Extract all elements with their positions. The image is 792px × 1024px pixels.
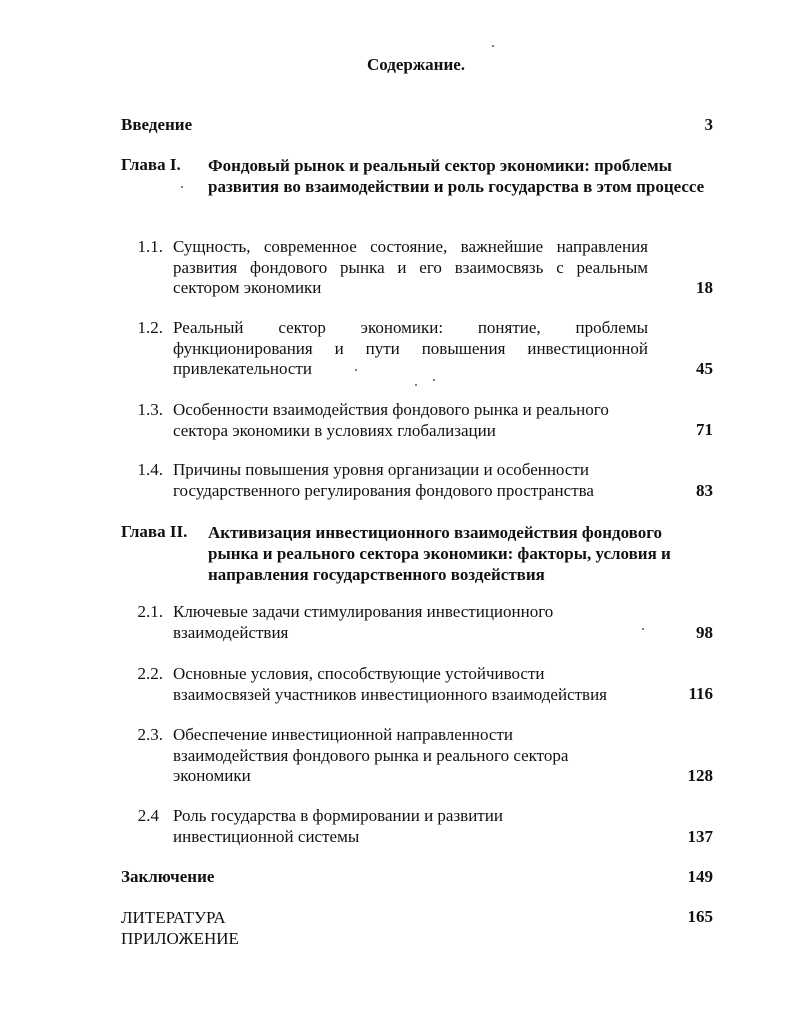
section-2-4-page: 137 <box>687 827 713 846</box>
scan-speck <box>415 384 417 386</box>
section-2-3-number: 2.3. <box>137 725 163 744</box>
intro-page: 3 <box>704 115 713 134</box>
appendix-label: ПРИЛОЖЕНИЕ <box>121 929 239 948</box>
conclusion-page: 149 <box>687 867 713 886</box>
section-2-3-page: 128 <box>687 766 713 785</box>
section-1-1-page: 18 <box>696 278 713 297</box>
section-1-1-title: Сущность, современное состояние, важнейшие направления развития фондового рынка и его взаимосвязь с реальным сектором экономики <box>173 237 648 297</box>
intro-label: Введение <box>121 115 193 134</box>
section-1-3-page: 71 <box>696 420 713 439</box>
section-1-1-number: 1.1. <box>137 237 163 256</box>
scan-speck <box>492 45 494 47</box>
chapter-2-title: Активизация инвестиционного взаимодействия фондового рынка и реального сектора экономики: факторы, условия и направления государственного воздействия <box>208 523 671 584</box>
scan-speck <box>181 186 183 188</box>
chapter-1-title: Фондовый рынок и реальный сектор экономики: проблемы развития во взаимодействии и роль государства в этом процессе <box>208 156 705 196</box>
section-1-2-number: 1.2. <box>137 318 163 337</box>
section-2-4-number: 2.4 <box>137 806 159 825</box>
section-2-2-title: Основные условия, способствующие устойчивости взаимосвязей участников инвестиционного взаимодействия <box>173 664 607 704</box>
section-2-4-title: Роль государства в формировании и развитии инвестиционной системы <box>173 806 503 846</box>
scan-speck <box>433 379 435 381</box>
conclusion-label: Заключение <box>121 867 215 886</box>
section-2-3-title: Обеспечение инвестиционной направленности взаимодействия фондового рынка и реального сектора экономики <box>173 725 569 785</box>
literature-page: 165 <box>687 907 713 926</box>
chapter-1-label: Глава I. <box>121 155 181 174</box>
section-1-3-number: 1.3. <box>137 400 163 419</box>
section-2-1-title: Ключевые задачи стимулирования инвестиционного взаимодействия <box>173 602 554 642</box>
section-2-1-number: 2.1. <box>137 602 163 621</box>
section-1-4-title: Причины повышения уровня организации и особенности государственного регулирования фондового пространства <box>173 460 594 500</box>
section-1-2-page: 45 <box>696 359 713 378</box>
section-2-2-number: 2.2. <box>137 664 163 683</box>
scan-speck <box>642 628 644 630</box>
chapter-2-label: Глава II. <box>121 522 188 541</box>
section-2-2-page: 116 <box>688 684 713 703</box>
page-title: Содержание. <box>366 55 466 74</box>
section-1-4-number: 1.4. <box>137 460 163 479</box>
section-1-3-title: Особенности взаимодействия фондового рынка и реального сектора экономики в условиях глобализации <box>173 400 609 440</box>
section-1-4-page: 83 <box>696 481 713 500</box>
section-2-1-page: 98 <box>696 623 713 642</box>
literature-label: ЛИТЕРАТУРА <box>121 908 226 927</box>
scan-speck <box>355 369 357 371</box>
section-1-2-title: Реальный сектор экономики: понятие, проблемы функционирования и пути повышения инвестиционной привлекательности <box>173 318 648 378</box>
